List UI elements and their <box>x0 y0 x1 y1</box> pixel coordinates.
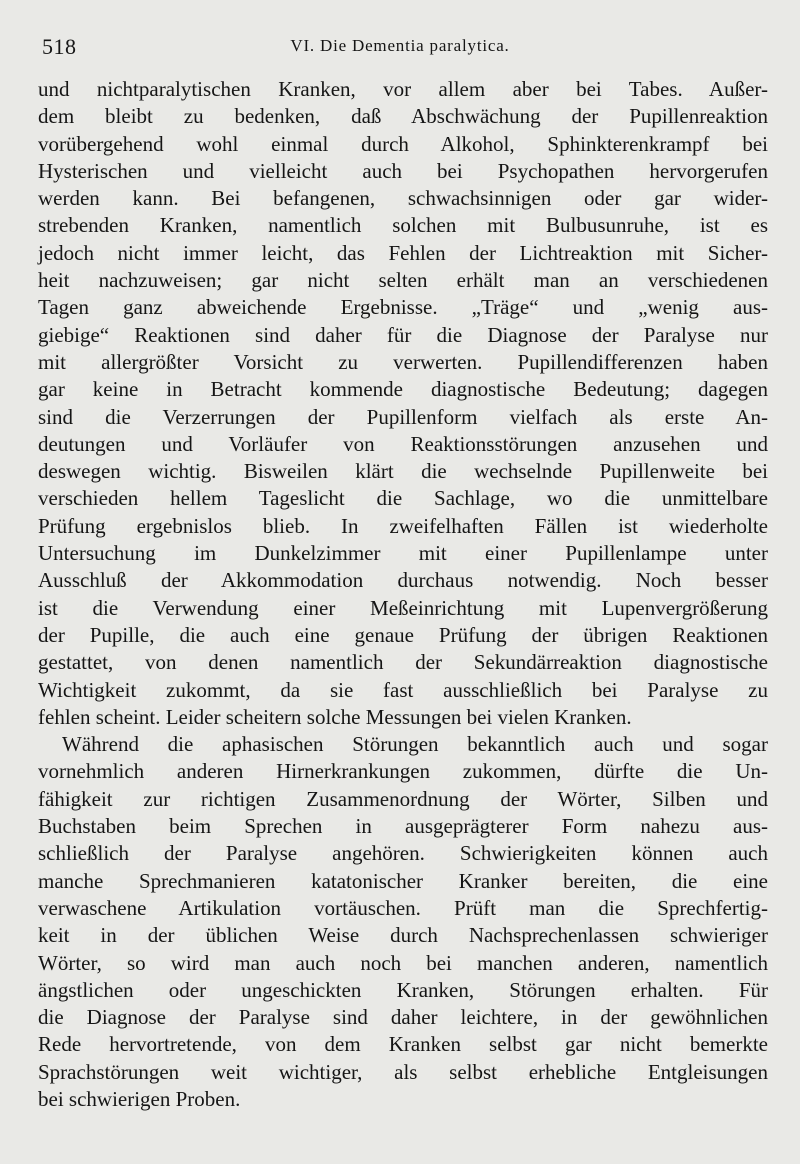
text-line: der Pupille, die auch eine genaue Prüfung der übrigen Reaktionen <box>38 622 768 647</box>
text-line: mit allergrößter Vorsicht zu verwerten. Pupillendifferenzen haben <box>38 349 768 374</box>
text-line: ist die Verwendung einer Meßeinrichtung mit Lupenvergrößerung <box>38 595 768 620</box>
paragraph-end-line: fehlen scheint. Leider scheitern solche Messungen bei vielen Kranken. <box>38 704 632 729</box>
text-line: dem bleibt zu bedenken, daß Abschwächung der Pupillenreaktion <box>38 104 768 129</box>
paragraph-start-line: Während die aphasischen Störungen bekanntlich auch und sogar <box>62 732 768 757</box>
page-header <box>42 30 758 60</box>
text-line: keit in der üblichen Weise durch Nachsprechenlassen schwieriger <box>38 923 768 948</box>
text-line: Untersuchung im Dunkelzimmer mit einer Pupillenlampe unter <box>38 541 768 566</box>
page-number: 518 <box>42 34 77 59</box>
text-line: heit nachzuweisen; gar nicht selten erhält man an verschiedenen <box>38 268 768 293</box>
text-line: deutungen und Vorläufer von Reaktionsstörungen anzusehen und <box>38 431 768 456</box>
text-line: und nichtparalytischen Kranken, vor allem aber bei Tabes. Außer- <box>38 77 768 101</box>
text-line: die Diagnose der Paralyse sind daher leichtere, in der gewöhnlichen <box>38 1005 768 1030</box>
paragraph-end-line: bei schwierigen Proben. <box>38 1086 241 1111</box>
text-line: fähigkeit zur richtigen Zusammenordnung der Wörter, Silben und <box>38 786 768 811</box>
text-line: schließlich der Paralyse angehören. Schwierigkeiten können auch <box>38 841 768 866</box>
text-line: Prüfung ergebnislos blieb. In zweifelhaften Fällen ist wiederholte <box>38 513 768 538</box>
text-line: strebenden Kranken, namentlich solchen mit Bulbusunruhe, ist es <box>38 213 768 238</box>
text-line: Tagen ganz abweichende Ergebnisse. „Träge“ und „wenig aus- <box>38 295 768 320</box>
text-line: vorübergehend wohl einmal durch Alkohol, Sphinkterenkrampf bei <box>38 131 768 156</box>
text-line: verwaschene Artikulation vortäuschen. Prüft man die Sprechfertig- <box>38 895 768 920</box>
text-line: vornehmlich anderen Hirnerkrankungen zukommen, dürfte die Un- <box>38 759 768 784</box>
text-line: gestattet, von denen namentlich der Sekundärreaktion diagnostische <box>38 650 768 675</box>
text-line: verschieden hellem Tageslicht die Sachlage, wo die unmittelbare <box>38 486 768 511</box>
text-line: Ausschluß der Akkommodation durchaus notwendig. Noch besser <box>38 568 768 593</box>
text-line: gar keine in Betracht kommende diagnostische Bedeutung; dagegen <box>38 377 768 402</box>
text-line: deswegen wichtig. Bisweilen klärt die wechselnde Pupillenweite bei <box>38 459 768 484</box>
body-text <box>38 76 768 1113</box>
text-line: Wichtigkeit zukommt, da sie fast ausschließlich bei Paralyse zu <box>38 677 768 702</box>
text-line: Hysterischen und vielleicht auch bei Psychopathen hervorgerufen <box>38 158 768 183</box>
text-line: Buchstaben beim Sprechen in ausgeprägterer Form nahezu aus- <box>38 814 768 839</box>
text-line: ängstlichen oder ungeschickten Kranken, Störungen erhalten. Für <box>38 977 768 1002</box>
running-head: VI. Die Dementia paralytica. <box>290 36 510 55</box>
text-line: werden kann. Bei befangenen, schwachsinnigen oder gar wider- <box>38 186 768 211</box>
text-line: jedoch nicht immer leicht, das Fehlen der Lichtreaktion mit Sicher- <box>38 240 768 265</box>
text-line: giebige“ Reaktionen sind daher für die Diagnose der Paralyse nur <box>38 322 768 347</box>
text-line: sind die Verzerrungen der Pupillenform vielfach als erste An- <box>38 404 768 429</box>
text-line: Rede hervortretende, von dem Kranken selbst gar nicht bemerkte <box>38 1032 768 1057</box>
text-line: manche Sprechmanieren katatonischer Kranker bereiten, die eine <box>38 868 768 893</box>
text-line: Sprachstörungen weit wichtiger, als selbst erhebliche Entgleisungen <box>38 1059 768 1084</box>
text-line: Wörter, so wird man auch noch bei manchen anderen, namentlich <box>38 950 768 975</box>
